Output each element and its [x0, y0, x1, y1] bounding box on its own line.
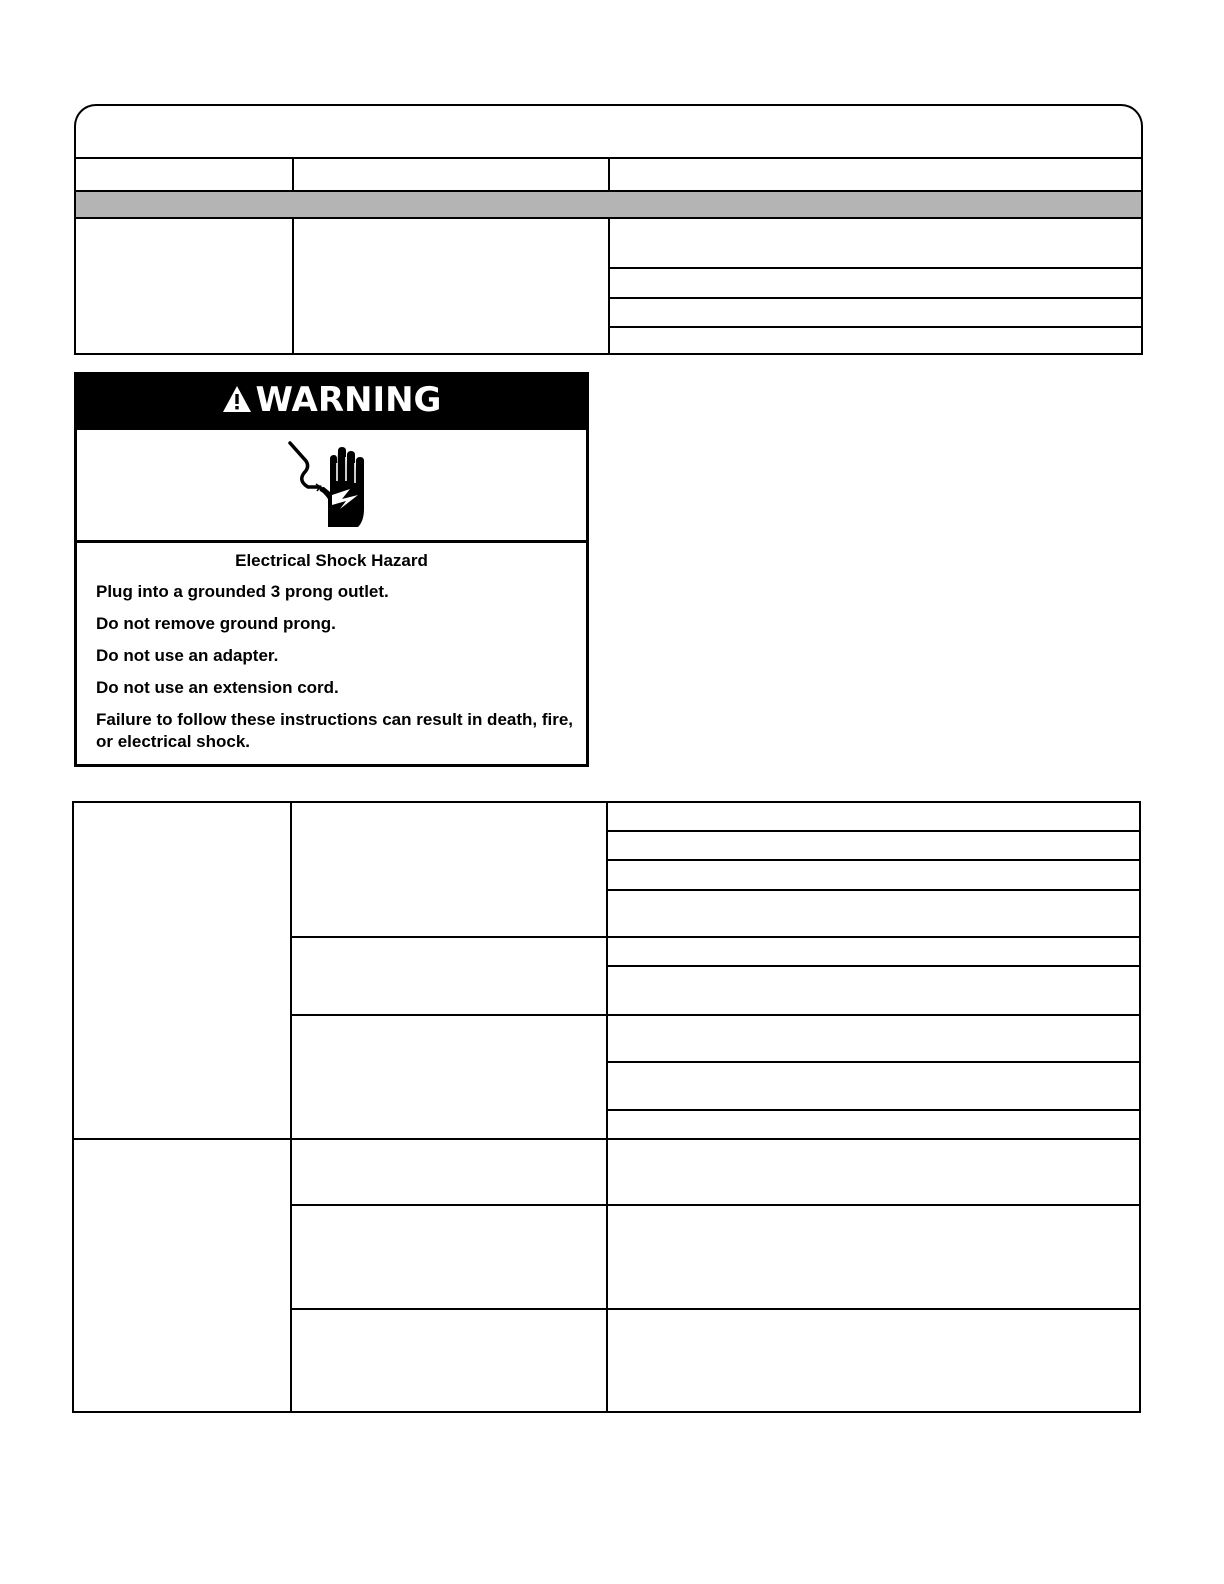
column-divider — [292, 159, 294, 190]
warning-header — [77, 375, 586, 427]
bottom-table — [72, 801, 1141, 1413]
row-divider — [606, 830, 1139, 832]
row-divider — [606, 859, 1139, 861]
top-table — [74, 157, 1143, 355]
top-table-header — [74, 104, 1143, 160]
row-divider — [606, 965, 1139, 967]
row-divider — [606, 1061, 1139, 1063]
row-divider — [74, 1138, 1139, 1140]
alert-triangle-icon — [222, 385, 252, 413]
row-divider — [290, 1014, 1139, 1016]
row-divider — [608, 267, 1143, 269]
warning-text — [77, 543, 586, 753]
warning-line: Do not use an extension cord. — [96, 678, 339, 697]
column-divider — [608, 219, 610, 355]
warning-line: Do not use an adapter. — [96, 646, 279, 665]
column-divider — [606, 803, 608, 1411]
column-divider — [608, 159, 610, 190]
warning-box — [74, 372, 589, 767]
electrical-shock-hand-icon — [284, 437, 380, 533]
icon-panel — [77, 427, 586, 543]
row-divider — [608, 326, 1143, 328]
column-divider — [292, 219, 294, 355]
row-divider — [290, 1308, 1139, 1310]
row-divider — [290, 936, 1139, 938]
row-divider — [290, 1204, 1139, 1206]
signal-word: WARNING — [255, 379, 442, 420]
hazard-title: Electrical Shock Hazard — [235, 551, 428, 570]
section-band — [76, 190, 1141, 219]
row-divider — [608, 297, 1143, 299]
row-divider — [606, 1109, 1139, 1111]
warning-line: Do not remove ground prong. — [96, 614, 336, 633]
warning-line: Plug into a grounded 3 prong outlet. — [96, 582, 389, 601]
warning-line: Failure to follow these instructions can result in death, fire, or electrical shock. — [96, 710, 574, 751]
row-divider — [606, 889, 1139, 891]
column-divider — [290, 803, 292, 1411]
